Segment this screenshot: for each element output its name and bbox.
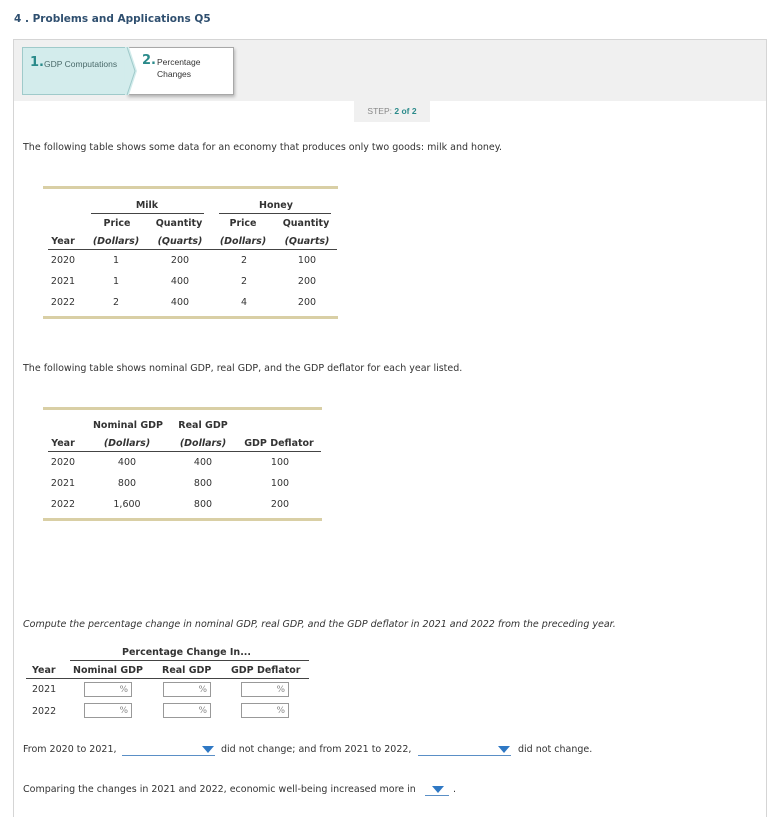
tab-arrow-icon: [125, 47, 137, 95]
cell-honey-price: 2: [240, 276, 248, 287]
real-gdp-2021-input[interactable]: [163, 682, 211, 697]
cell-nominal-gdp: 400: [117, 457, 137, 468]
year-more-wellbeing-dropdown[interactable]: [425, 784, 449, 796]
col-header-real-gdp: Real GDP: [178, 420, 228, 431]
unit-dollars: (Dollars): [179, 438, 227, 449]
percent-sign: %: [119, 706, 128, 716]
step-prefix: STEP:: [367, 106, 392, 116]
col-header-price: Price: [229, 218, 257, 229]
tab-percentage-changes[interactable]: [127, 47, 234, 95]
cell-year: 2021: [32, 684, 57, 695]
cell-year: 2021: [50, 276, 76, 287]
cell-milk-price: 2: [112, 297, 120, 308]
cell-real-gdp: 800: [193, 499, 213, 510]
intro-text-1: The following table shows some data for an economy that produces only two goods: milk and honey.: [23, 142, 503, 153]
unit-quarts: (Quarts): [284, 236, 330, 247]
tab-gdp-computations[interactable]: [22, 47, 134, 95]
percent-sign: %: [198, 706, 207, 716]
dropdown-arrow-icon: [432, 786, 444, 793]
percent-sign: %: [198, 685, 207, 695]
col-header-gdp-deflator: GDP Deflator: [231, 665, 301, 676]
cell-honey-price: 2: [240, 255, 248, 266]
cell-nominal-gdp: 800: [117, 478, 137, 489]
unit-quarts: (Quarts): [157, 236, 203, 247]
dropdown-arrow-icon: [202, 746, 214, 753]
header-rule: [48, 451, 321, 452]
unit-dollars: (Dollars): [103, 438, 151, 449]
milk-honey-table: [43, 186, 338, 319]
step-value: 2 of 2: [394, 106, 417, 116]
cell-milk-quantity: 400: [170, 297, 190, 308]
col-header-quantity: Quantity: [155, 218, 203, 229]
sentence-1-part-2: did not change; and from 2021 to 2022,: [221, 744, 412, 755]
unit-dollars: (Dollars): [92, 236, 140, 247]
cell-milk-price: 1: [112, 276, 120, 287]
cell-honey-quantity: 200: [297, 297, 317, 308]
intro-text-2: The following table shows nominal GDP, real GDP, and the GDP deflator for each year listed.: [23, 363, 463, 374]
percent-sign: %: [276, 706, 285, 716]
real-gdp-2022-input[interactable]: [163, 703, 211, 718]
percent-sign: %: [119, 685, 128, 695]
tab-label: [157, 56, 200, 80]
cell-nominal-gdp: 1,600: [113, 499, 141, 510]
col-header-year: Year: [32, 665, 56, 676]
sentence-1-part-3: did not change.: [518, 744, 593, 755]
cell-real-gdp: 400: [193, 457, 213, 468]
cell-honey-quantity: 100: [297, 255, 317, 266]
group-header-honey: Honey: [259, 200, 293, 211]
group-rule-honey: [219, 213, 331, 214]
nominal-gdp-2021-input[interactable]: [84, 682, 132, 697]
cell-milk-price: 1: [112, 255, 120, 266]
col-header-quantity: Quantity: [282, 218, 330, 229]
col-header-nominal-gdp: Nominal GDP: [92, 420, 164, 431]
col-header-price: Price: [103, 218, 131, 229]
cell-year: 2020: [50, 255, 76, 266]
nominal-gdp-2022-input[interactable]: [84, 703, 132, 718]
cell-real-gdp: 800: [193, 478, 213, 489]
cell-year: 2022: [32, 706, 57, 717]
tab-label: GDP Computations: [44, 59, 118, 69]
cell-gdp-deflator: 200: [270, 499, 290, 510]
gdp-table: [43, 407, 322, 521]
group-rule-milk: [91, 213, 204, 214]
col-header-year: Year: [51, 236, 75, 247]
group-header-milk: Milk: [135, 200, 159, 211]
gdp-deflator-2021-input[interactable]: [241, 682, 289, 697]
col-header-gdp-deflator: GDP Deflator: [244, 438, 314, 449]
col-header-year: Year: [51, 438, 75, 449]
cell-gdp-deflator: 100: [270, 478, 290, 489]
cell-milk-quantity: 400: [170, 276, 190, 287]
gdp-deflator-2022-input[interactable]: [241, 703, 289, 718]
step-indicator: [354, 100, 430, 122]
tab-label-line: Percentage: [157, 57, 201, 67]
dropdown-arrow-icon: [498, 746, 510, 753]
variable-unchanged-2021-dropdown[interactable]: [122, 744, 215, 756]
cell-year: 2022: [50, 297, 76, 308]
variable-unchanged-2022-dropdown[interactable]: [418, 744, 511, 756]
col-header-nominal-gdp: Nominal GDP: [73, 665, 144, 676]
steps-bar: [14, 40, 766, 101]
header-rule: [48, 249, 337, 250]
tab-label-line: Changes: [157, 69, 192, 79]
cell-year: 2021: [50, 478, 76, 489]
sentence-2-part-1: Comparing the changes in 2021 and 2022, economic well-being increased more in: [23, 784, 416, 795]
tab-number: 1.: [30, 55, 44, 70]
unit-dollars: (Dollars): [219, 236, 267, 247]
cell-year: 2022: [50, 499, 76, 510]
col-header-real-gdp: Real GDP: [162, 665, 212, 676]
question-title: 4 . Problems and Applications Q5: [14, 13, 211, 25]
group-rule: [70, 660, 309, 661]
cell-year: 2020: [50, 457, 76, 468]
cell-honey-price: 4: [240, 297, 248, 308]
cell-honey-quantity: 200: [297, 276, 317, 287]
percent-sign: %: [276, 685, 285, 695]
sentence-1-part-1: From 2020 to 2021,: [23, 744, 117, 755]
tab-number: 2.: [142, 53, 156, 68]
header-rule: [26, 678, 309, 679]
cell-gdp-deflator: 100: [270, 457, 290, 468]
cell-milk-quantity: 200: [170, 255, 190, 266]
compute-prompt: Compute the percentage change in nominal GDP, real GDP, and the GDP deflator in 2021 and 2022 from the preceding year.: [23, 619, 616, 630]
sentence-2-part-2: .: [453, 784, 457, 795]
pct-table-title: Percentage Change In...: [122, 647, 252, 658]
